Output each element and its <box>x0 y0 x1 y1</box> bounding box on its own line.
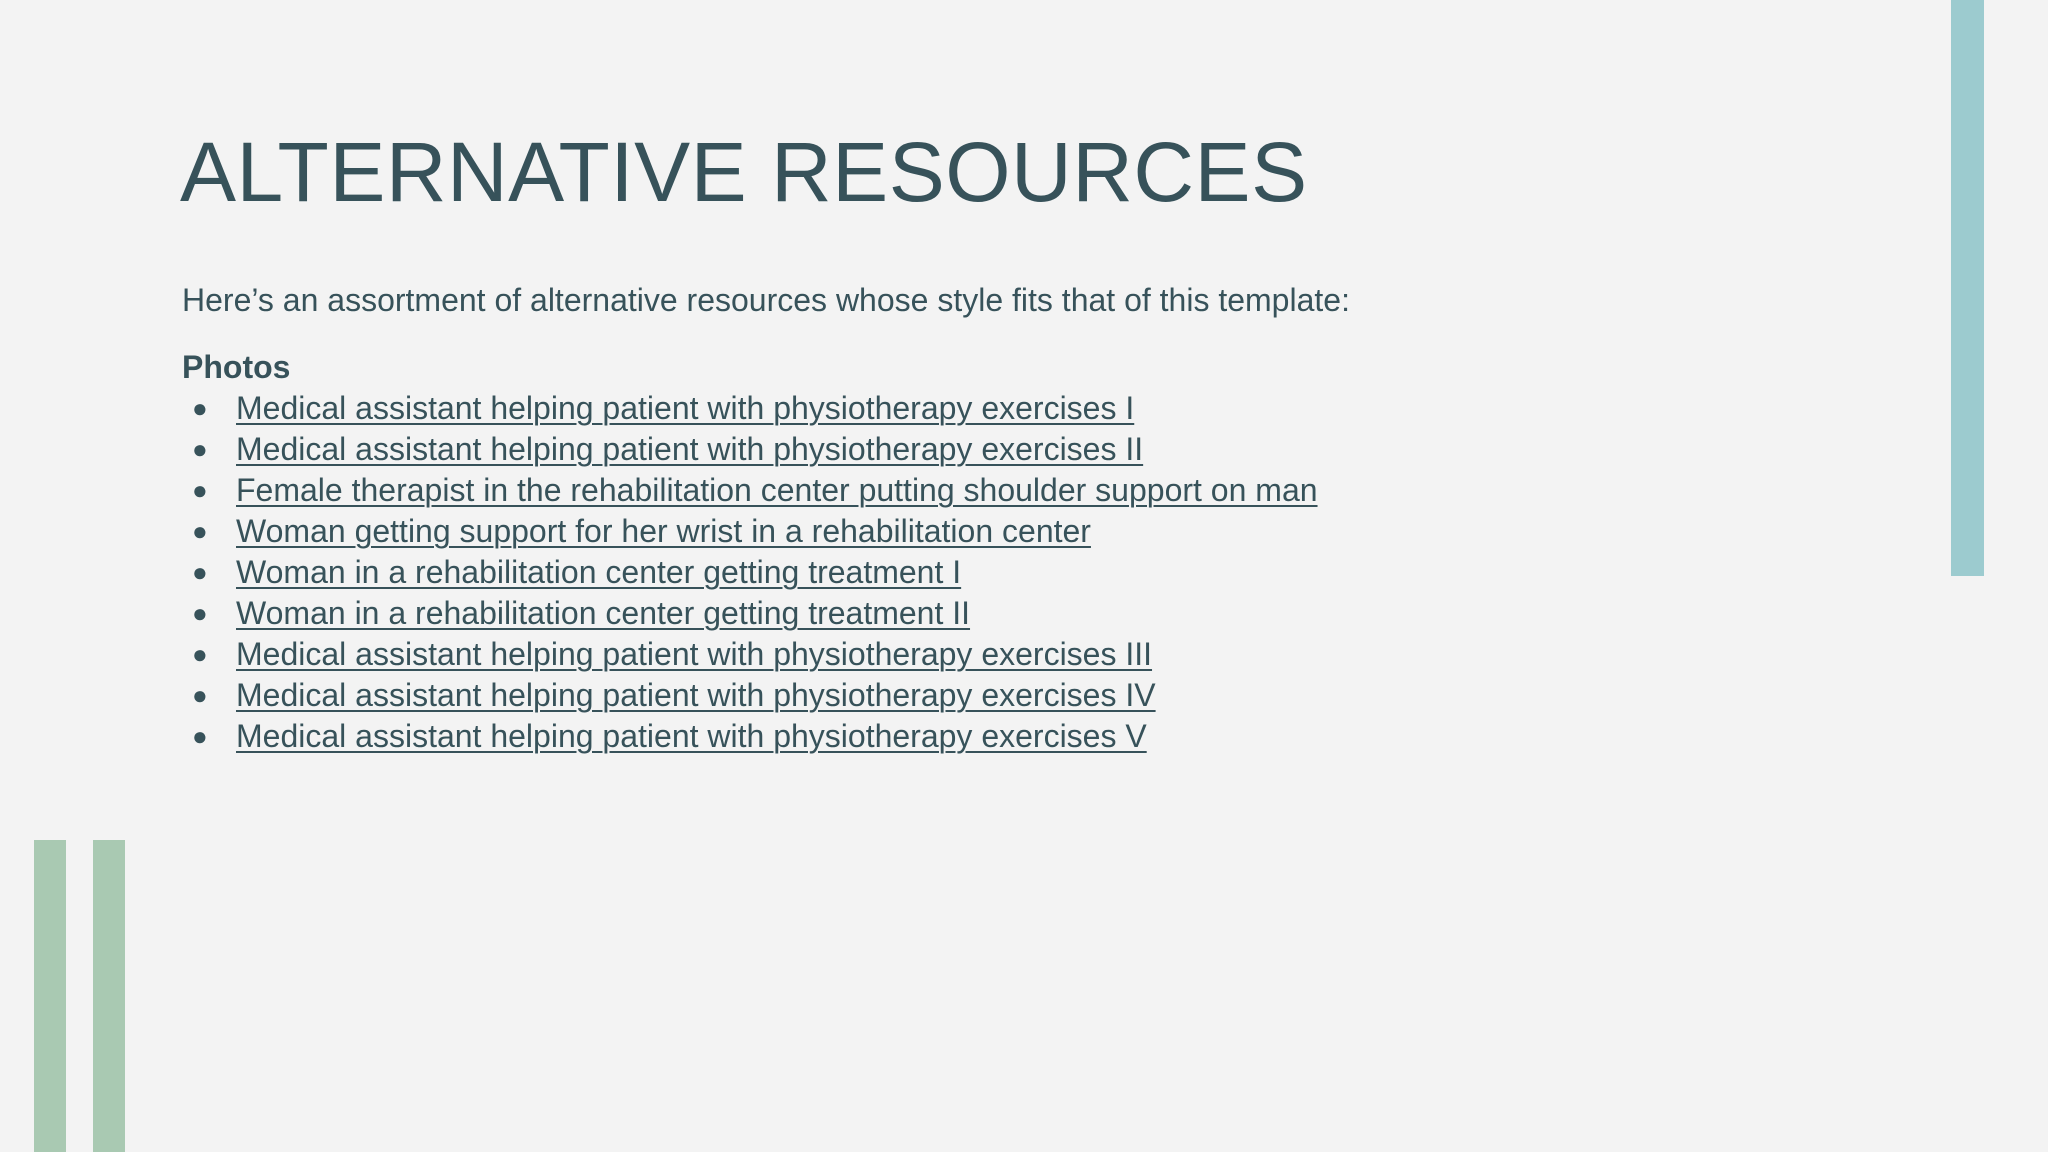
photo-link[interactable]: Medical assistant helping patient with physiotherapy exercises V <box>236 718 1147 754</box>
bullet-icon: ● <box>192 639 208 669</box>
photo-link[interactable]: Medical assistant helping patient with physiotherapy exercises IV <box>236 677 1156 713</box>
bullet-icon: ● <box>192 516 208 546</box>
bullet-icon: ● <box>192 393 208 423</box>
list-item <box>182 429 1882 470</box>
list-item <box>182 470 1882 511</box>
photo-link[interactable]: Woman in a rehabilitation center getting treatment II <box>236 595 971 631</box>
list-item <box>182 388 1882 429</box>
photo-link[interactable]: Medical assistant helping patient with physiotherapy exercises II <box>236 431 1144 467</box>
decorative-bar-left-1 <box>34 840 66 1152</box>
page-title: ALTERNATIVE RESOURCES <box>180 125 1308 219</box>
list-item <box>182 593 1882 634</box>
list-item <box>182 552 1882 593</box>
bullet-icon: ● <box>192 434 208 464</box>
bullet-icon: ● <box>192 598 208 628</box>
photo-link[interactable]: Woman in a rehabilitation center getting treatment I <box>236 554 962 590</box>
bullet-icon: ● <box>192 475 208 505</box>
decorative-bar-right <box>1951 0 1984 576</box>
bullet-icon: ● <box>192 557 208 587</box>
photo-link-list <box>182 388 1882 757</box>
photo-link[interactable]: Medical assistant helping patient with physiotherapy exercises I <box>236 390 1135 426</box>
list-item <box>182 675 1882 716</box>
photo-link[interactable]: Female therapist in the rehabilitation center putting shoulder support on man <box>236 472 1318 508</box>
list-item <box>182 511 1882 552</box>
slide-content <box>182 278 1882 757</box>
bullet-icon: ● <box>192 721 208 751</box>
list-item <box>182 716 1882 757</box>
decorative-bar-left-2 <box>93 840 125 1152</box>
section-heading-photos: Photos <box>182 349 291 385</box>
photo-link[interactable]: Medical assistant helping patient with physiotherapy exercises III <box>236 636 1153 672</box>
bullet-icon: ● <box>192 680 208 710</box>
intro-text: Here’s an assortment of alternative resources whose style fits that of this template: <box>182 282 1350 318</box>
list-item <box>182 634 1882 675</box>
photo-link[interactable]: Woman getting support for her wrist in a rehabilitation center <box>236 513 1091 549</box>
